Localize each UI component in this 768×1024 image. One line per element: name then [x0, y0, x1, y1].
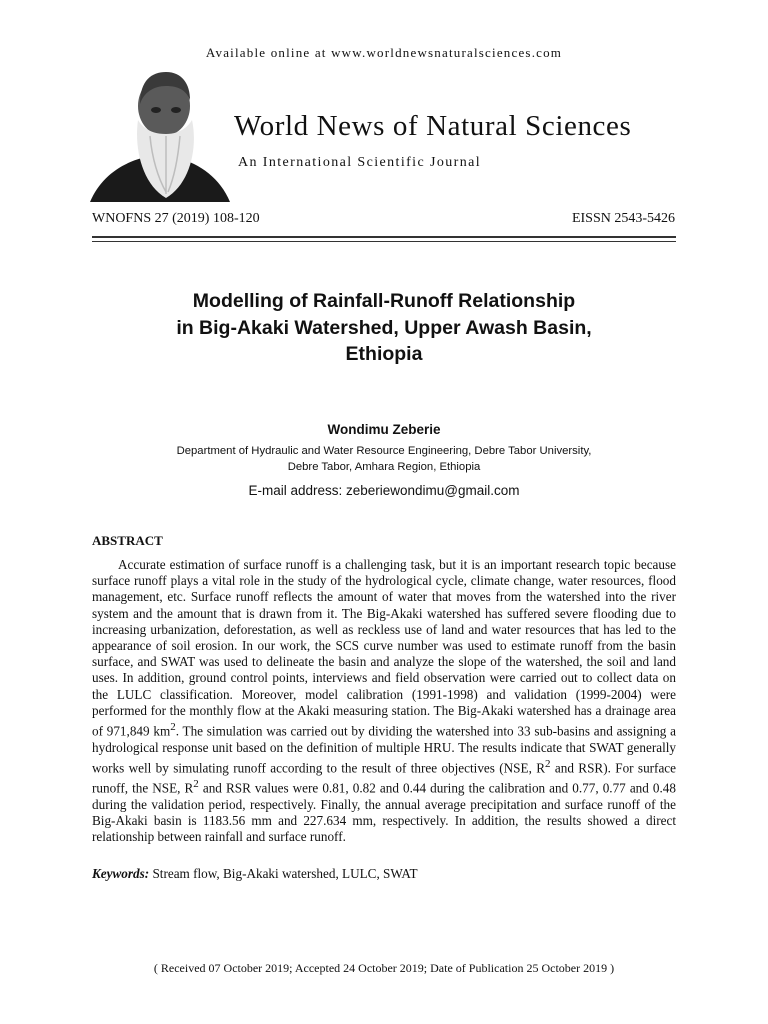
title-line-2: in Big-Akaki Watershed, Upper Awash Basin,	[176, 316, 592, 339]
superscript-2: 2	[170, 721, 176, 734]
citation: WNOFNS 27 (2019) 108-120	[92, 211, 260, 226]
affiliation-line-2: Debre Tabor, Amhara Region, Ethiopia	[287, 460, 481, 473]
journal-title: World News of Natural Sciences	[234, 110, 632, 142]
abstract-body	[92, 557, 676, 846]
paper-title	[92, 288, 676, 368]
available-online-text: Available online at www.worldnewsnaturalsciences.com	[205, 45, 563, 60]
author-name: Wondimu Zeberie	[327, 422, 441, 437]
abstract-text-part-2: . The simulation was carried out by dividing the watershed into 33 sub-basins and assigning a hydrological response unit based on the definition of multiple HRU. The results indicate that SWAT generally works well by simulating runoff according to the result of three objectives (NSE, R	[92, 723, 676, 776]
superscript-2: 2	[193, 778, 199, 791]
keywords-text: Stream flow, Big-Akaki watershed, LULC, SWAT	[149, 866, 418, 881]
title-line-1: Modelling of Rainfall-Runoff Relationship	[192, 290, 576, 312]
keywords	[92, 866, 418, 882]
abstract-text-part-4: and RSR values were 0.81, 0.82 and 0.44 during the calibration and 0.77, 0.77 and 0.48 during the validation period, respectively. Finally, the annual average precipitation and surface runoff of the Big-Akaki basin is 1183.56 mm and 227.634 mm, respectively. In addition, the results showed a direct relationship between rainfall and surface runoff.	[92, 780, 676, 845]
superscript-2: 2	[545, 757, 551, 770]
abstract-text-part-1: Accurate estimation of surface runoff is a challenging task, but it is an important research topic because surface runoff plays a vital role in the study of the hydrological cycle, climate change, water resources, flood management, etc. Surface runoff reflects the amount of water that moves from the watershed into the river system and the amount that is drawn from it. The Big-Akaki watershed has suffered severe flooding due to increasing urbanization, deforestation, as well as reckless use of land and water resources that has led to the appearance of soil erosion. In our work, the SCS curve number was used to estimate runoff from the basin surface, and SWAT was used to delineate the basin and analyze the slope of the watershed, the soil and land uses. In addition, ground control points, interviews and field observation were carried out to collect data on the LULC classification. Moreover, model calibration (1991-1998) and validation (1999-2004) were performed for the monthly flow at the Akaki measuring station. The Big-Akaki watershed has a drainage area of 971,849 km	[92, 557, 676, 739]
abstract-text-part-3: and RSR). For surface runoff, the NSE, R	[92, 760, 677, 796]
journal-subtitle: An International Scientific Journal	[238, 155, 481, 170]
affiliation-line-1: Department of Hydraulic and Water Resource Engineering, Debre Tabor University,	[176, 445, 592, 457]
eissn: EISSN 2543-5426	[571, 211, 675, 226]
header-rule-thin	[92, 241, 676, 242]
keywords-label: Keywords:	[92, 866, 150, 881]
darwin-portrait-logo	[90, 66, 230, 202]
received-dates: ( Received 07 October 2019; Accepted 24 October 2019; Date of Publication 25 October 2019 )	[153, 961, 615, 975]
affiliation	[0, 444, 768, 475]
abstract-heading: ABSTRACT	[92, 533, 163, 548]
title-line-3: Ethiopia	[345, 343, 423, 365]
email-address: E-mail address: zeberiewondimu@gmail.com	[248, 483, 520, 498]
header-rule-thick	[92, 236, 676, 238]
